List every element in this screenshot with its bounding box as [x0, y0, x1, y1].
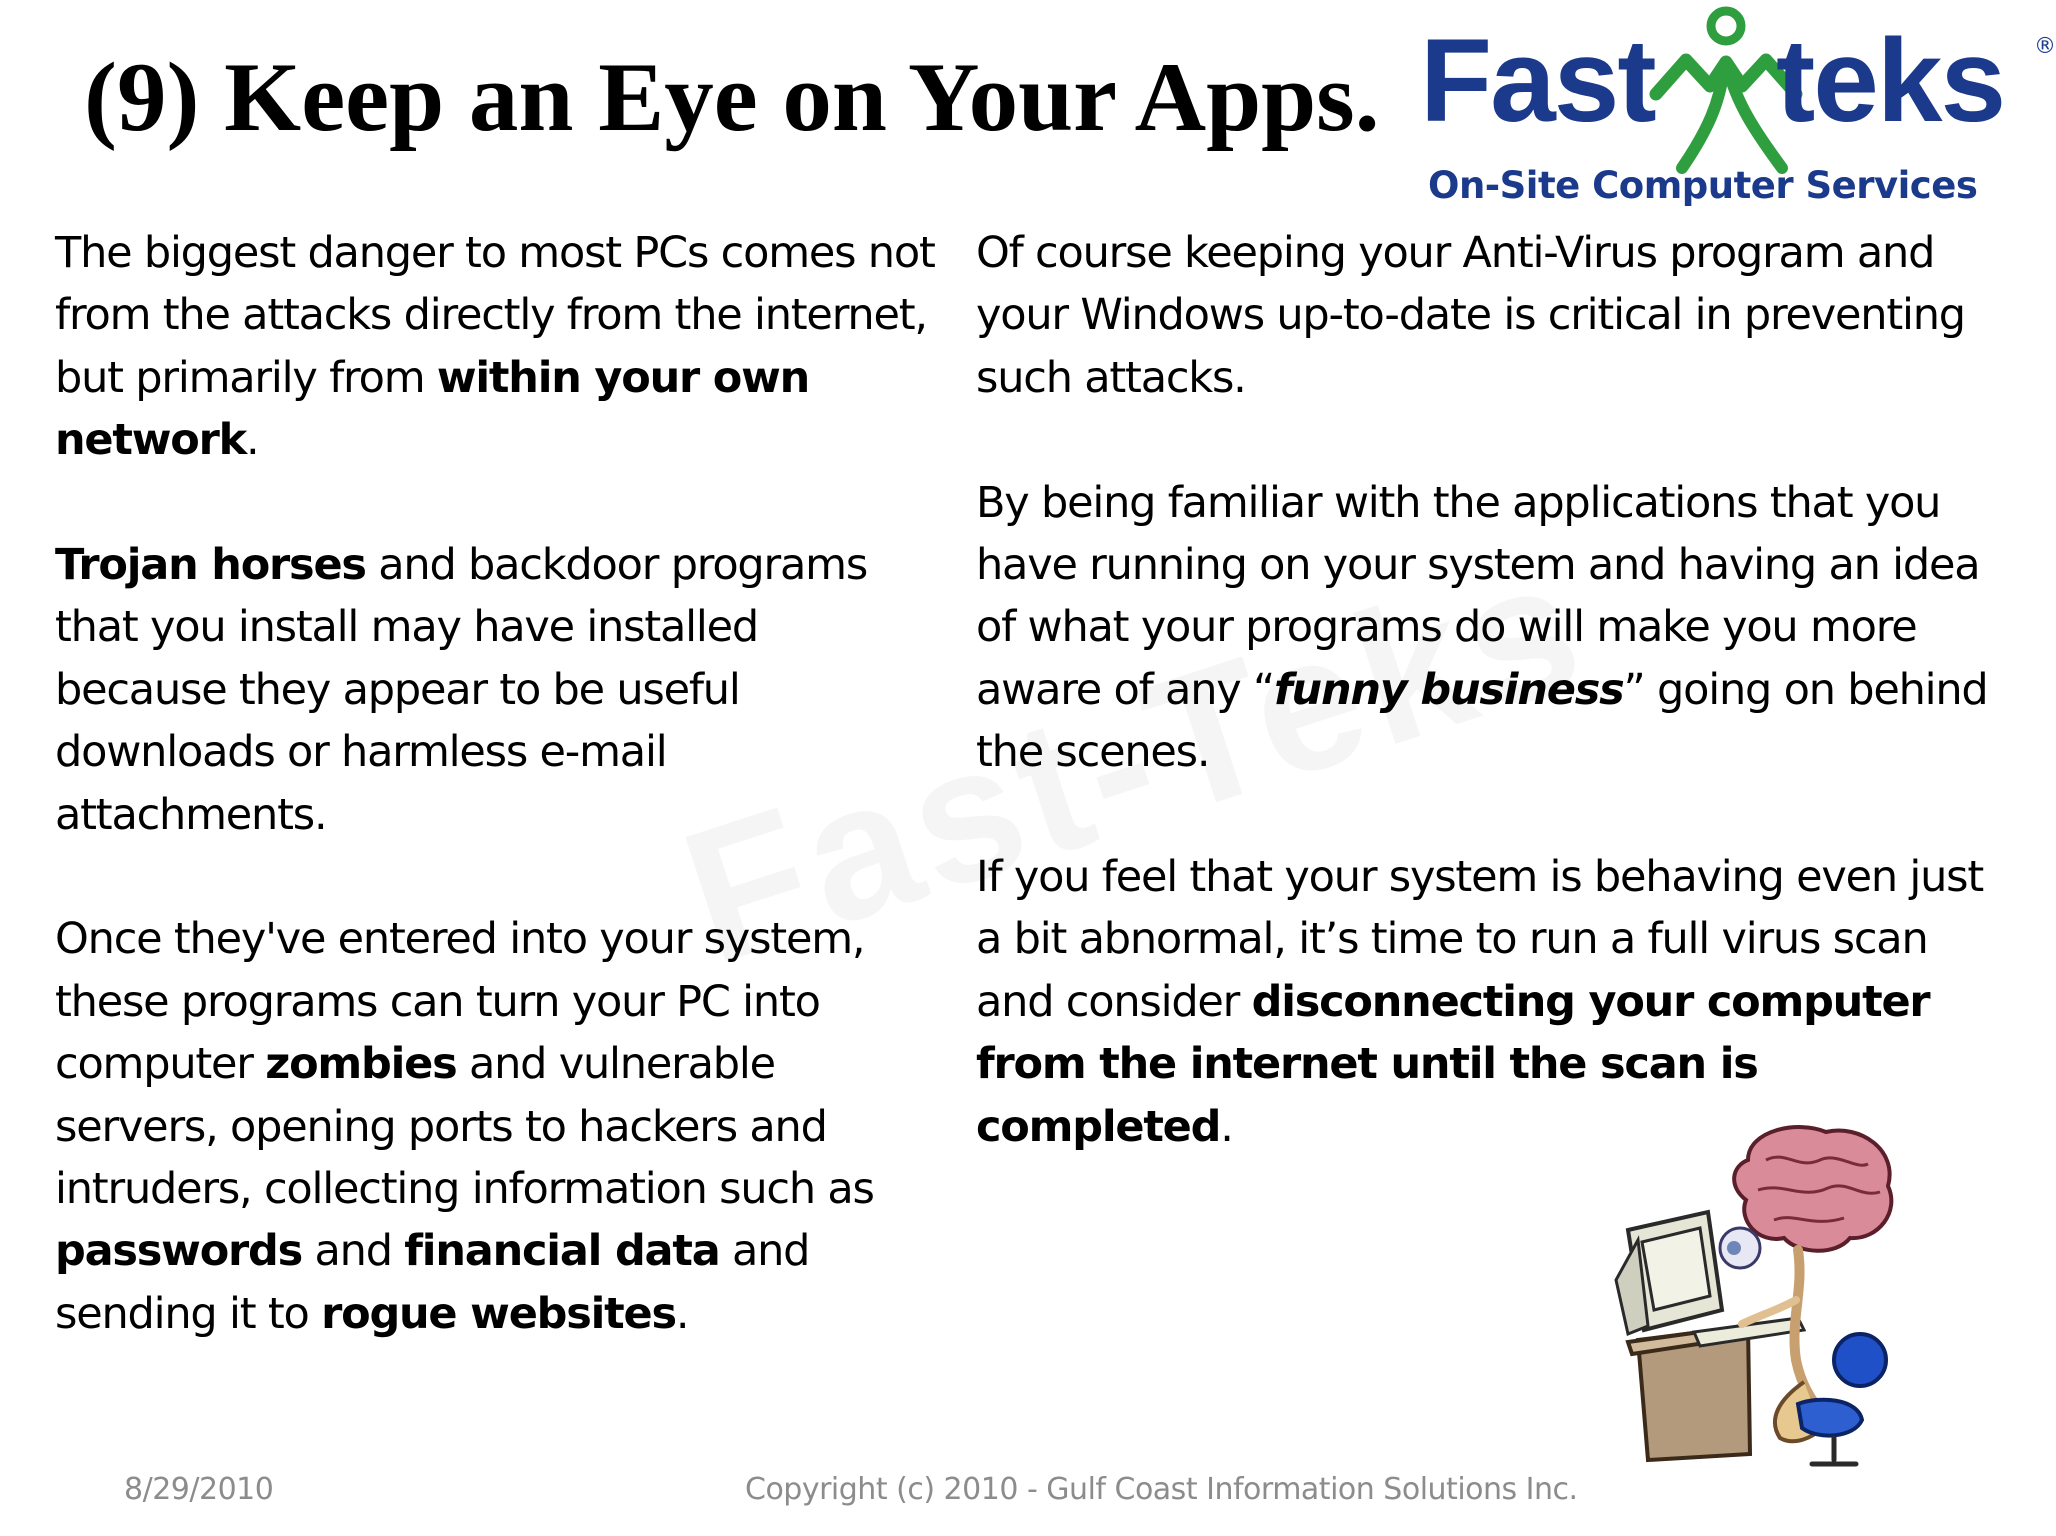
right-paragraph-3 — [976, 846, 2016, 1158]
paragraph-gap — [976, 784, 2016, 846]
left-paragraph-3 — [55, 908, 935, 1345]
left-paragraph-2 — [55, 534, 935, 846]
left-paragraph-1 — [55, 222, 935, 472]
emphasis-text: disconnecting your computer from the internet until the scan is completed — [976, 976, 1930, 1152]
emphasis-text: zombies — [265, 1039, 457, 1090]
footer-date: 8/29/2010 — [124, 1472, 274, 1507]
text-span: By being familiar with the applications that you have running on your system and having an idea of what your programs do will make you more aware of any “ — [976, 477, 1980, 715]
text-span: and sending it to — [55, 1226, 810, 1339]
text-span: and vulnerable servers, opening ports to hackers and intruders, collecting information such as — [55, 1039, 874, 1215]
text-span: and backdoor programs that you install may have installed because they appear to be useful downloads or harmless e-mail attachments. — [55, 540, 868, 840]
fastteks-logo — [1414, 0, 2056, 218]
text-span: and — [302, 1226, 405, 1277]
brain-at-computer-illustration — [1598, 1120, 1910, 1470]
paragraph-gap — [55, 472, 935, 534]
right-paragraph-1: Of course keeping your Anti-Virus program and your Windows up-to-date is critical in preventing such attacks. — [976, 228, 1965, 403]
footer-copyright: Copyright (c) 2010 - Gulf Coast Information Solutions Inc. — [745, 1472, 1578, 1507]
text-span: . — [246, 415, 259, 466]
text-span: . — [1220, 1101, 1233, 1152]
emphasis-text: passwords — [55, 1226, 303, 1277]
emphasis-text: rogue websites — [321, 1288, 676, 1339]
slide-title: (9) Keep an Eye on Your Apps. — [84, 43, 1380, 152]
right-paragraph-2 — [976, 472, 2016, 784]
paragraph-gap — [55, 846, 935, 908]
emphasis-text: financial data — [404, 1226, 720, 1277]
text-span: . — [675, 1288, 689, 1339]
logo-tagline: On-Site Computer Services — [1428, 164, 1978, 207]
emphasis-text: Trojan horses — [55, 540, 366, 591]
text-span: Once they've entered into your system, these programs can turn your PC into computer — [55, 914, 865, 1090]
text-span: ” going on behind the scenes. — [976, 664, 1988, 778]
logo-word-left: Fast — [1420, 15, 1655, 147]
text-span: If you feel that your system is behaving even just a bit abnormal, it’s time to run a full virus scan and consider — [976, 852, 1984, 1027]
right-column — [976, 222, 2016, 1158]
left-column — [55, 222, 935, 1345]
registered-mark: ® — [2034, 34, 2056, 59]
emphasis-text: funny business — [1274, 664, 1624, 715]
paragraph-gap — [976, 409, 2016, 471]
text-span: The biggest danger to most PCs comes not from the attacks directly from the internet, but primarily from — [55, 228, 935, 403]
logo-word-right: teks — [1776, 15, 2005, 147]
emphasis-text: within your own network — [55, 352, 810, 466]
